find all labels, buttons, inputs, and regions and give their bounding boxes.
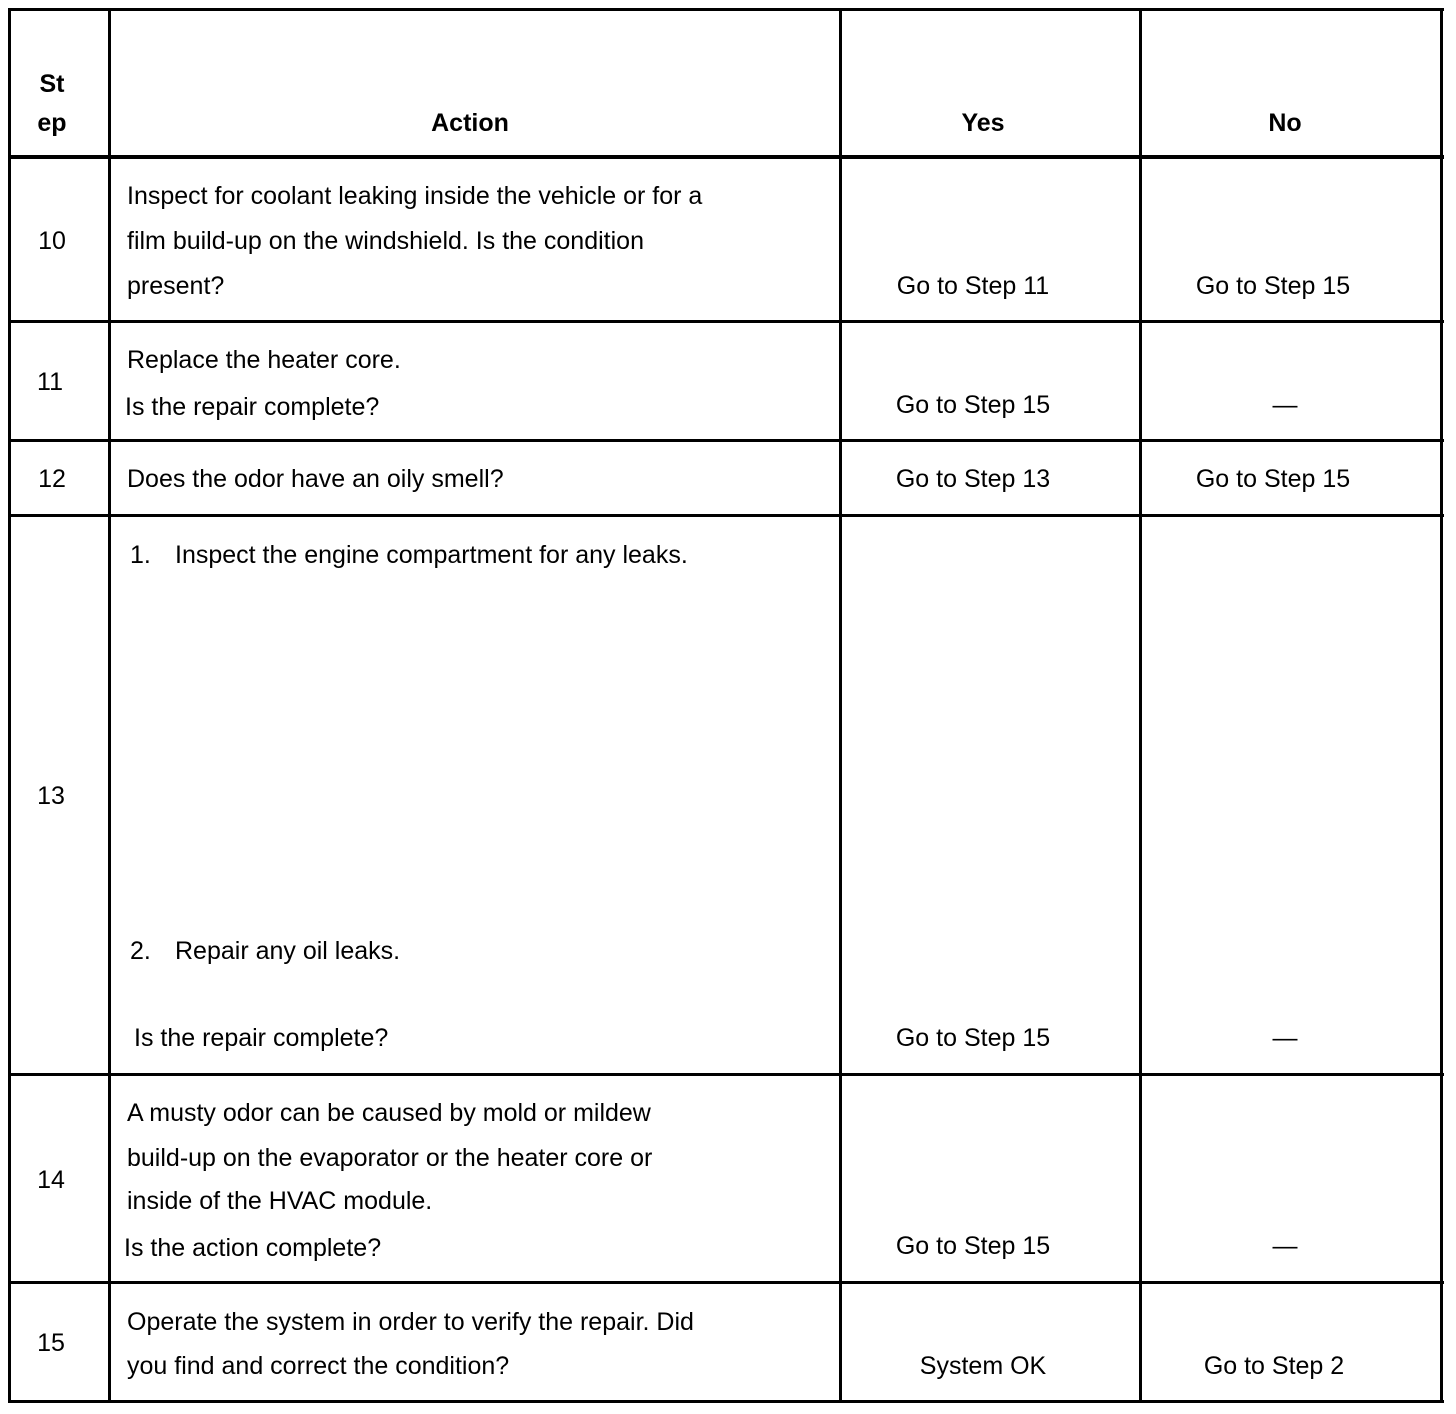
column-divider <box>1139 8 1142 1403</box>
no-result: — <box>1272 1232 1298 1260</box>
column-divider <box>108 8 111 1403</box>
header-action-label: Action <box>431 109 509 137</box>
action-text: build-up on the evaporator or the heater core or <box>127 1144 653 1172</box>
action-text: film build-up on the windshield. Is the condition <box>127 227 644 255</box>
column-divider <box>839 8 842 1403</box>
yes-result: Go to Step 13 <box>895 465 1051 493</box>
header-no-label: No <box>1268 109 1302 137</box>
row-divider <box>8 1073 1444 1076</box>
action-text: present? <box>127 272 225 300</box>
yes-result: Go to Step 15 <box>895 391 1051 419</box>
list-item-number: 1. <box>130 541 151 569</box>
table-border-right <box>1440 8 1443 1403</box>
step-number: 11 <box>37 368 63 396</box>
step-number: 15 <box>37 1329 65 1357</box>
action-text: Operate the system in order to verify the repair. Did <box>127 1308 694 1336</box>
action-text: you find and correct the condition? <box>127 1352 510 1380</box>
yes-result: System OK <box>919 1352 1047 1380</box>
action-text: inside of the HVAC module. <box>127 1187 433 1215</box>
no-result: — <box>1272 391 1298 419</box>
list-item-number: 2. <box>130 937 151 965</box>
header-yes-label: Yes <box>961 109 1005 137</box>
yes-result: Go to Step 11 <box>896 272 1050 300</box>
action-text: Does the odor have an oily smell? <box>127 465 504 493</box>
header-step-label: St <box>39 70 65 98</box>
yes-result: Go to Step 15 <box>895 1024 1051 1052</box>
row-divider <box>8 1281 1444 1284</box>
list-item-text: Repair any oil leaks. <box>175 937 401 965</box>
row-divider <box>8 320 1444 323</box>
action-text: Is the repair complete? <box>125 393 380 421</box>
no-result: — <box>1272 1024 1298 1052</box>
header-step-label: ep <box>37 109 67 137</box>
action-text: Inspect for coolant leaking inside the vehicle or for a <box>127 182 703 210</box>
header-divider <box>8 155 1444 159</box>
step-number: 14 <box>37 1166 65 1194</box>
yes-result: Go to Step 15 <box>895 1232 1051 1260</box>
row-divider <box>8 514 1444 517</box>
action-text: Is the action complete? <box>124 1234 382 1262</box>
table-border-left <box>8 8 11 1403</box>
action-question: Is the repair complete? <box>134 1024 389 1052</box>
table-border-bottom <box>8 1400 1444 1403</box>
table-border-top <box>8 8 1444 11</box>
no-result: Go to Step 15 <box>1195 465 1351 493</box>
step-number: 10 <box>38 227 66 255</box>
action-text: Replace the heater core. <box>127 346 401 374</box>
no-result: Go to Step 15 <box>1195 272 1351 300</box>
step-number: 12 <box>38 465 66 493</box>
step-number: 13 <box>37 782 65 810</box>
list-item-text: Inspect the engine compartment for any leaks. <box>175 541 688 569</box>
action-text: A musty odor can be caused by mold or mildew <box>127 1099 651 1127</box>
row-divider <box>8 439 1444 442</box>
no-result: Go to Step 2 <box>1203 1352 1345 1380</box>
